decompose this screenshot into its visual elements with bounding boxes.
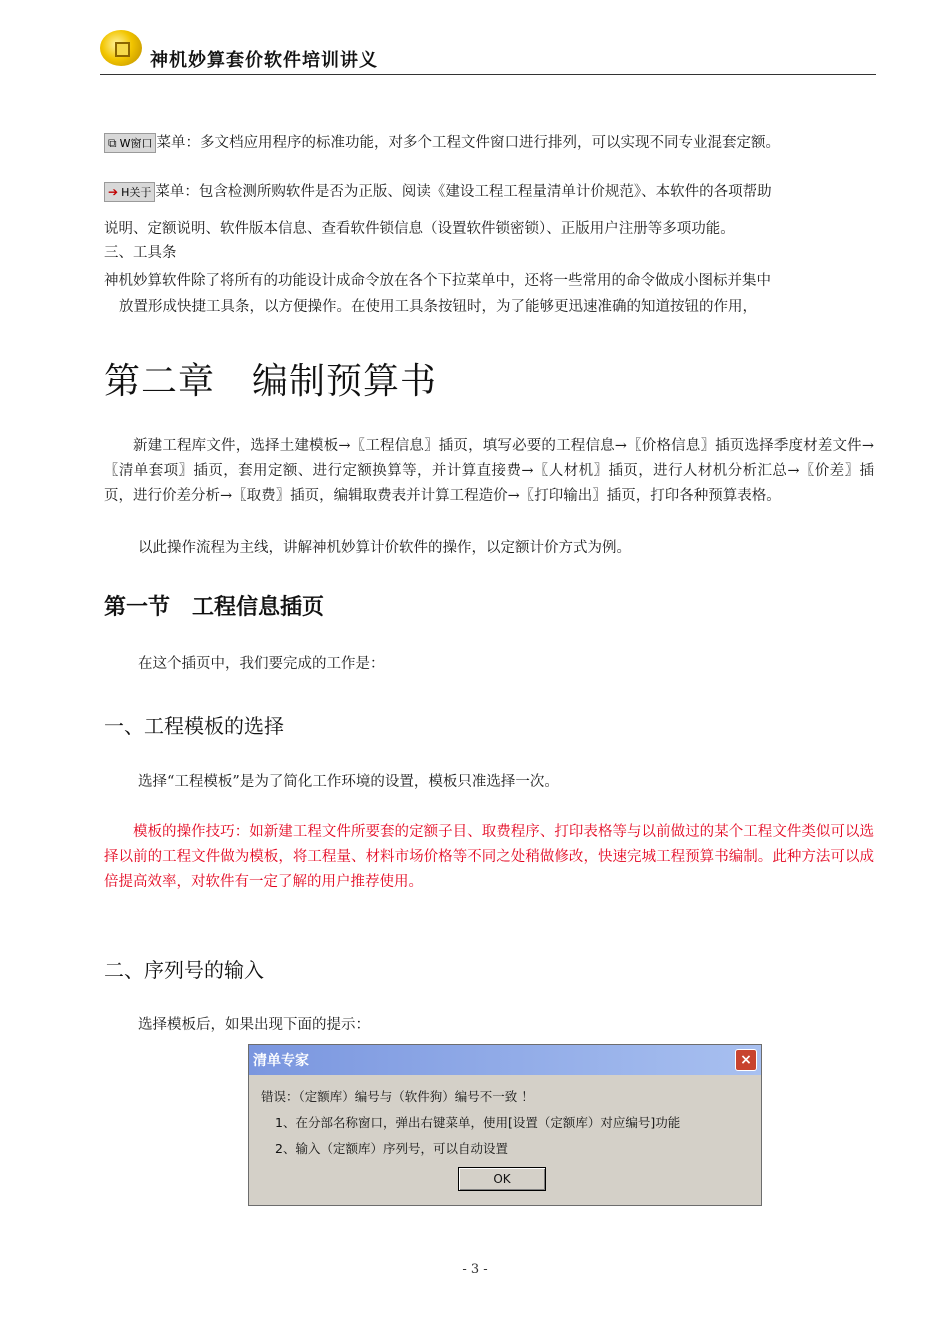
header-divider [100, 74, 876, 75]
page-number: - 3 - [462, 1262, 488, 1277]
window-menu-paragraph [104, 131, 884, 156]
chapter-intro-note: 以此操作流程为主线，讲解神机妙算计价软件的操作，以定额计价方式为例。 [138, 540, 631, 556]
dialog-error-message: 错误：（定额库）编号与（软件狗）编号不一致 ！ [261, 1089, 534, 1104]
chapter-title: 第二章 编制预算书 [104, 361, 438, 402]
window-menu-text: 菜单：多文档应用程序的标准功能，对多个工程文件窗口进行排列，可以实现不同专业混套定额。 [156, 135, 780, 151]
ok-button[interactable]: OK [458, 1167, 546, 1191]
section-title: 第一节 工程信息插页 [104, 595, 325, 620]
subsection-template-title: 一、工程模板的选择 [104, 714, 284, 738]
about-menu-text-line2: 说明、定额说明、软件版本信息、查看软件锁信息（设置软件锁密锁）、正版用户注册等多项功能。 [104, 221, 735, 237]
subsection-serial-title: 二、序列号的输入 [104, 958, 264, 982]
dialog-title: 清单专家 [253, 1053, 309, 1069]
serial-text: 选择模板后，如果出现下面的提示： [138, 1017, 370, 1033]
header-title: 神机妙算套价软件培训讲义 [150, 50, 378, 71]
about-menu-paragraph [104, 180, 884, 205]
close-icon[interactable]: × [735, 1049, 757, 1071]
cascade-windows-icon: ⧉ [108, 135, 117, 150]
dialog-titlebar [249, 1045, 761, 1075]
dialog-step-1: 1、在分部名称窗口，弹出右键菜单，使用[设置（定额库）对应编号]功能 [275, 1115, 681, 1130]
window-menu-icon: ⧉ W窗口 [104, 133, 156, 153]
toolbar-heading: 三、工具条 [104, 245, 177, 261]
arrow-right-icon: ➔ [108, 184, 119, 199]
error-dialog [248, 1044, 762, 1206]
section-intro: 在这个插页中，我们要完成的工作是： [138, 656, 385, 672]
about-menu-text-line1: 菜单：包含检测所购软件是否为正版、阅读《建设工程工程量清单计价规范》、本软件的各项帮助 [155, 184, 772, 200]
template-tip: 模板的操作技巧：如新建工程文件所要套的定额子目、取费程序、打印表格等与以前做过的某个工程文件类似可以选择以前的工程文件做为模板，将工程量、材料市场价格等不同之处稍做修改，快速完城工程预算书编制。此种方法可以成倍提高效率，对软件有一定了解的用户推荐使用。 [104, 824, 874, 890]
template-text: 选择“工程模板”是为了简化工作环境的设置，模板只准选择一次。 [138, 774, 559, 790]
toolbar-text-line2: 放置形成快捷工具条，以方便操作。在使用工具条按钮时，为了能够更迅速准确的知道按钮的作用， [119, 299, 757, 315]
logo-coin-icon [100, 30, 142, 66]
about-menu-icon: ➔ H关于 [104, 182, 155, 202]
dialog-step-2: 2、输入（定额库）序列号，可以自动设置 [275, 1141, 508, 1156]
toolbar-text-line1: 神机妙算软件除了将所有的功能设计成命令放在各个下拉菜单中，还将一些常用的命令做成小图标并集中 [104, 273, 771, 289]
chapter-intro-paragraph: 新建工程库文件，选择土建模板→〖工程信息〗插页，填写必要的工程信息→〖价格信息〗插页选择季度材差文件→〖清单套项〗插页，套用定额、进行定额换算等，并计算直接费→〖人材机〗插页，进行人材机分析汇总→〖价差〗插页，进行价差分析→〖取费〗插页，编辑取费表并计算工程造价→〖打印输出〗插页，打印各种预算表格。 [104, 438, 874, 504]
